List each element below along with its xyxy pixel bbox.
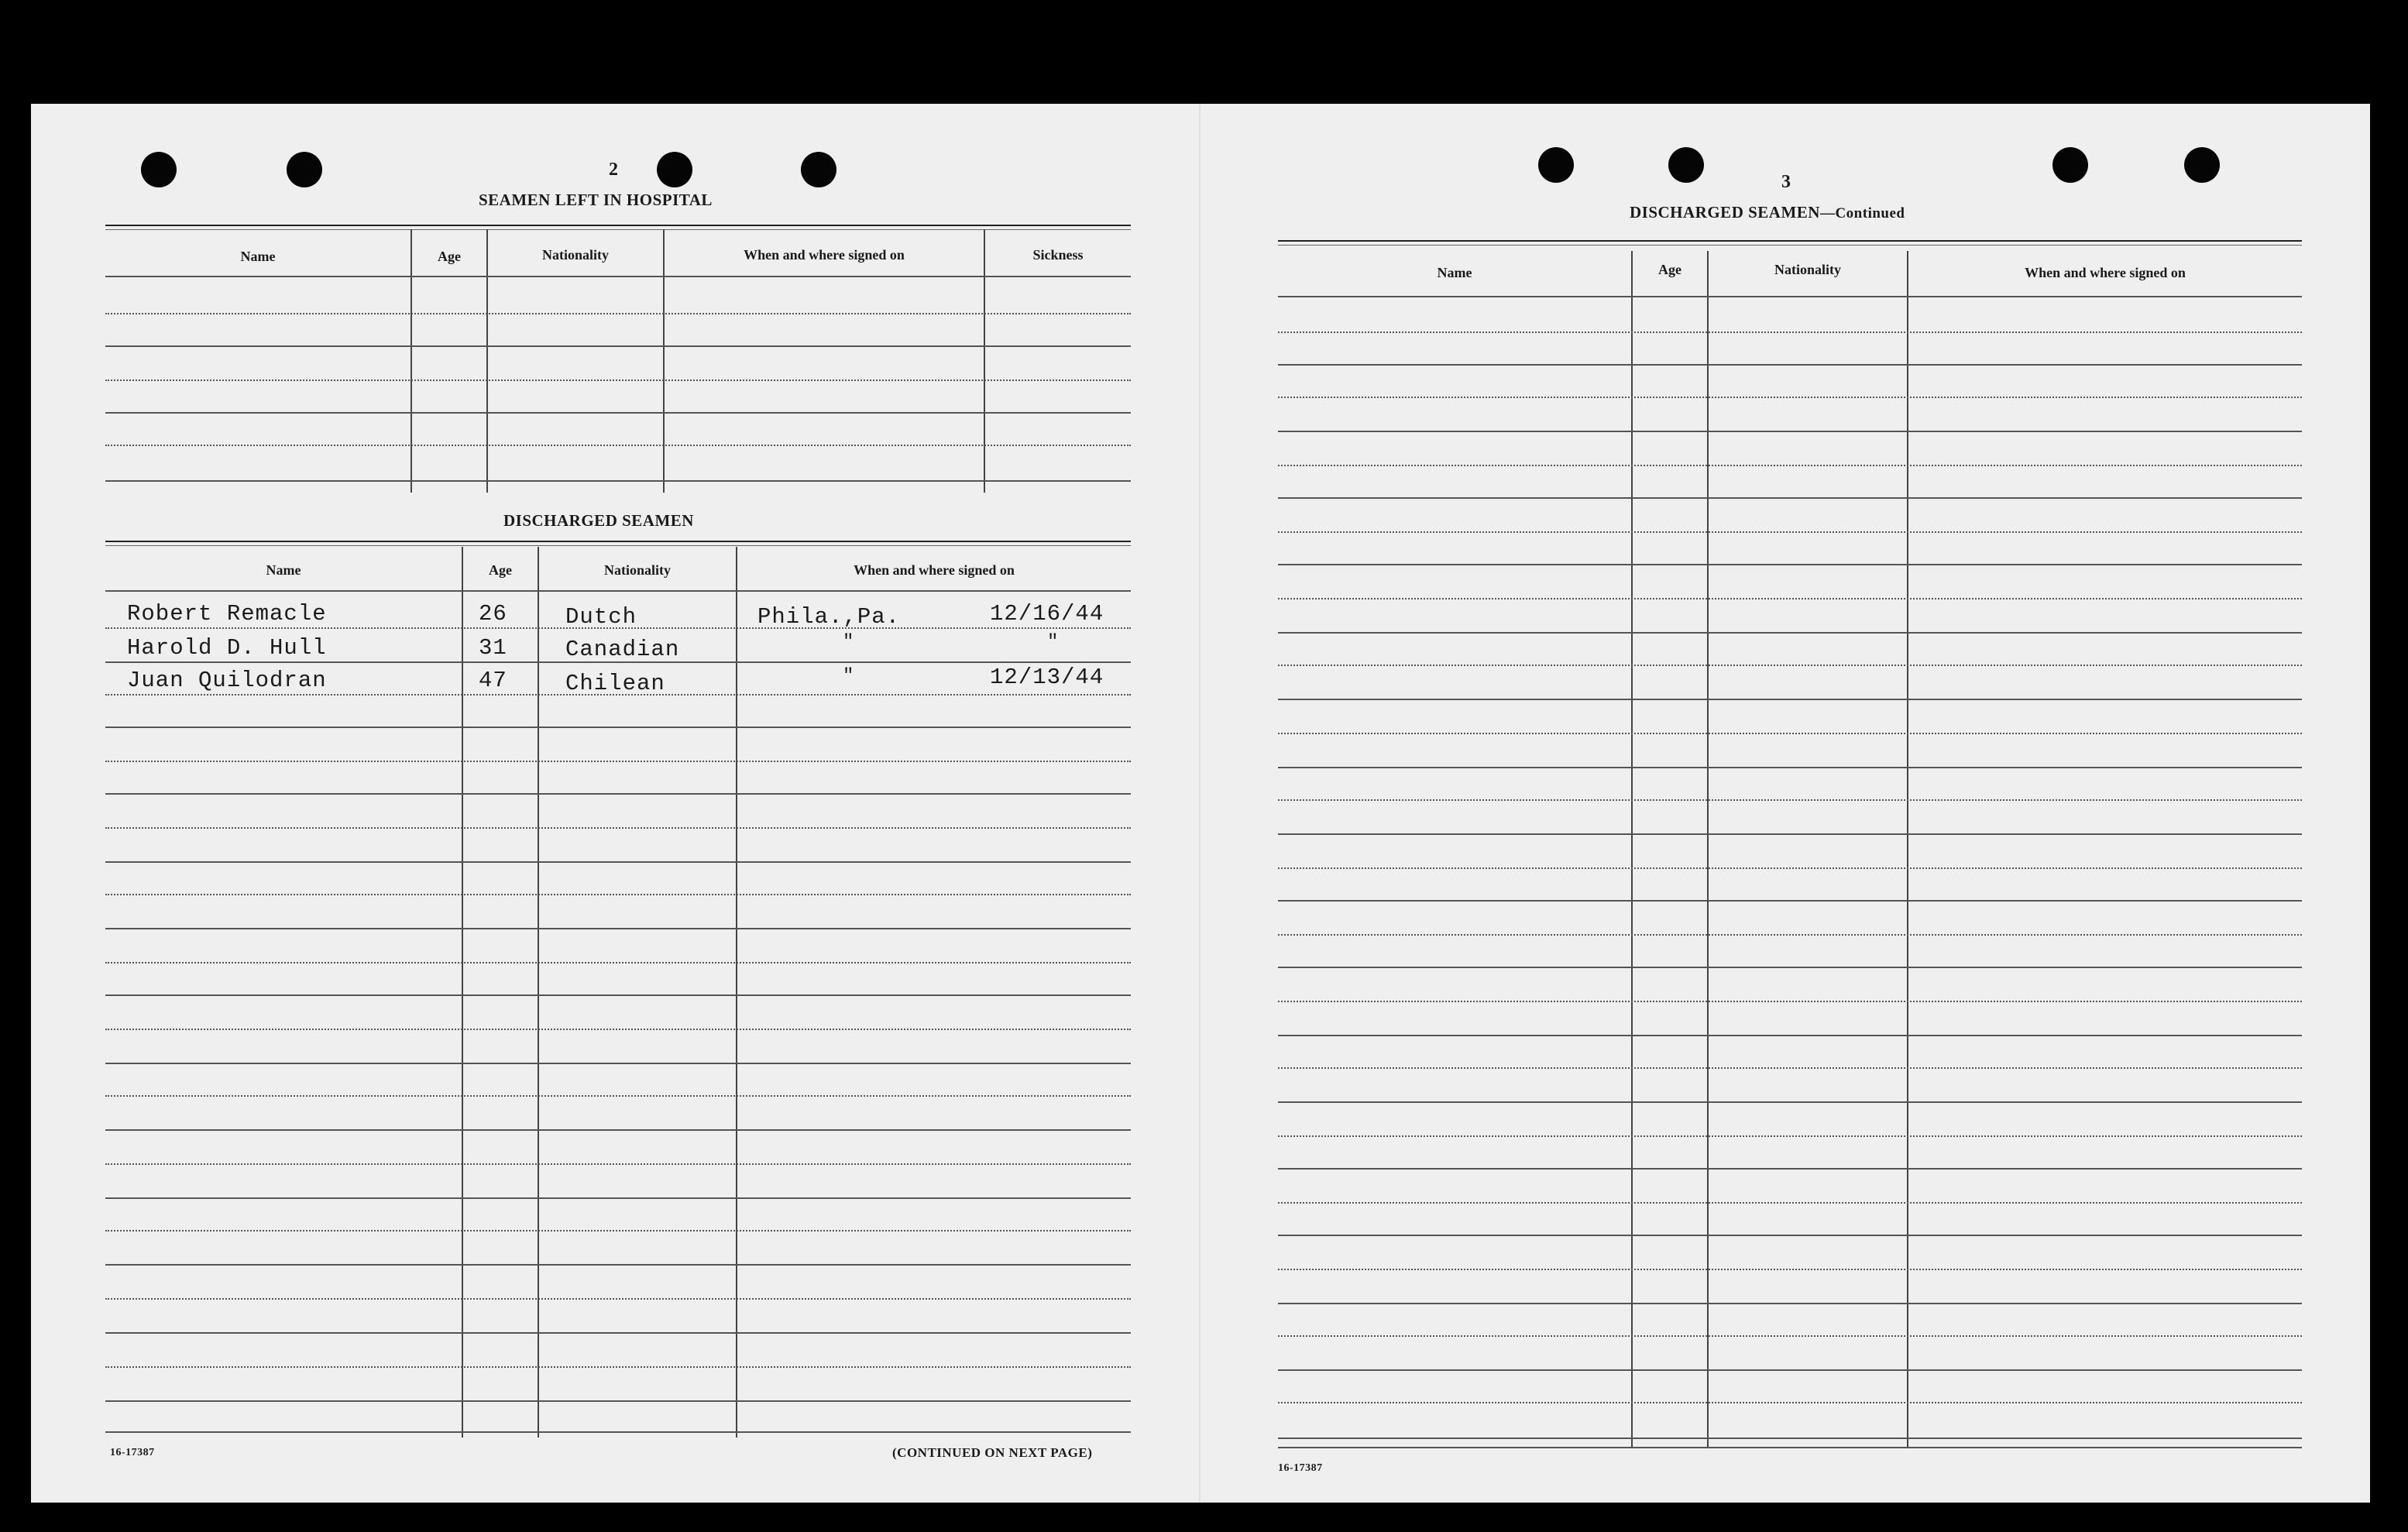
punch-hole xyxy=(1668,147,1704,183)
page-fold xyxy=(1199,104,1201,1503)
discharged-table xyxy=(105,541,1131,1439)
punch-hole xyxy=(287,152,322,187)
right-section-title-main: DISCHARGED SEAMEN xyxy=(1630,203,1820,222)
continued-col-name: Name xyxy=(1437,264,1472,280)
hospital-col-nationality: Nationality xyxy=(541,246,609,263)
discharged-continued-table xyxy=(1278,240,2302,1448)
punch-hole xyxy=(2052,147,2088,183)
continued-col-age: Age xyxy=(1658,261,1681,277)
seaman-name: Harold D. Hull xyxy=(127,635,327,661)
discharged-col-nationality: Nationality xyxy=(603,562,671,578)
seaman-age: 31 xyxy=(479,635,507,661)
hospital-section-title: SEAMEN LEFT IN HOSPITAL xyxy=(479,191,713,209)
continued-col-signed-on: When and where signed on xyxy=(2025,264,2186,280)
seaman-signed-place: " xyxy=(843,666,855,687)
seaman-name: Robert Remacle xyxy=(127,601,327,627)
seaman-signed-place: Phila.,Pa. xyxy=(757,604,901,630)
right-form-number: 16-17387 xyxy=(1278,1462,1323,1474)
continued-col-nationality: Nationality xyxy=(1774,261,1841,277)
seaman-signed-date: 12/16/44 xyxy=(990,601,1104,627)
seaman-age: 26 xyxy=(479,601,507,627)
discharged-col-age: Age xyxy=(489,562,512,578)
seaman-nationality: Canadian xyxy=(565,637,680,662)
seaman-signed-date: 12/13/44 xyxy=(990,665,1104,690)
seaman-nationality: Dutch xyxy=(565,604,637,630)
right-page-number: 3 xyxy=(1781,172,1791,192)
punch-hole xyxy=(141,152,177,187)
left-page-number: 2 xyxy=(609,160,618,180)
punch-hole xyxy=(2184,147,2220,183)
punch-hole xyxy=(1538,147,1574,183)
discharged-section-title: DISCHARGED SEAMEN xyxy=(503,511,694,530)
discharged-col-signed-on: When and where signed on xyxy=(854,562,1015,578)
hospital-table xyxy=(105,225,1131,496)
hospital-col-signed-on: When and where signed on xyxy=(744,246,905,263)
continued-note: (CONTINUED ON NEXT PAGE) xyxy=(892,1445,1093,1460)
hospital-col-sickness: Sickness xyxy=(1032,246,1084,263)
seaman-name: Juan Quilodran xyxy=(127,668,327,693)
seaman-age: 47 xyxy=(479,668,507,693)
right-section-title xyxy=(1630,203,1905,222)
hospital-col-age: Age xyxy=(438,248,461,264)
seaman-nationality: Chilean xyxy=(565,671,665,696)
right-section-title-suffix: —Continued xyxy=(1819,205,1905,222)
seaman-signed-place: " xyxy=(843,632,855,653)
discharged-col-name: Name xyxy=(266,562,301,578)
hospital-col-name: Name xyxy=(240,248,276,264)
left-form-number: 16-17387 xyxy=(110,1447,155,1458)
punch-hole xyxy=(801,152,836,187)
seaman-signed-date: " xyxy=(1047,632,1060,653)
punch-hole xyxy=(657,152,692,187)
